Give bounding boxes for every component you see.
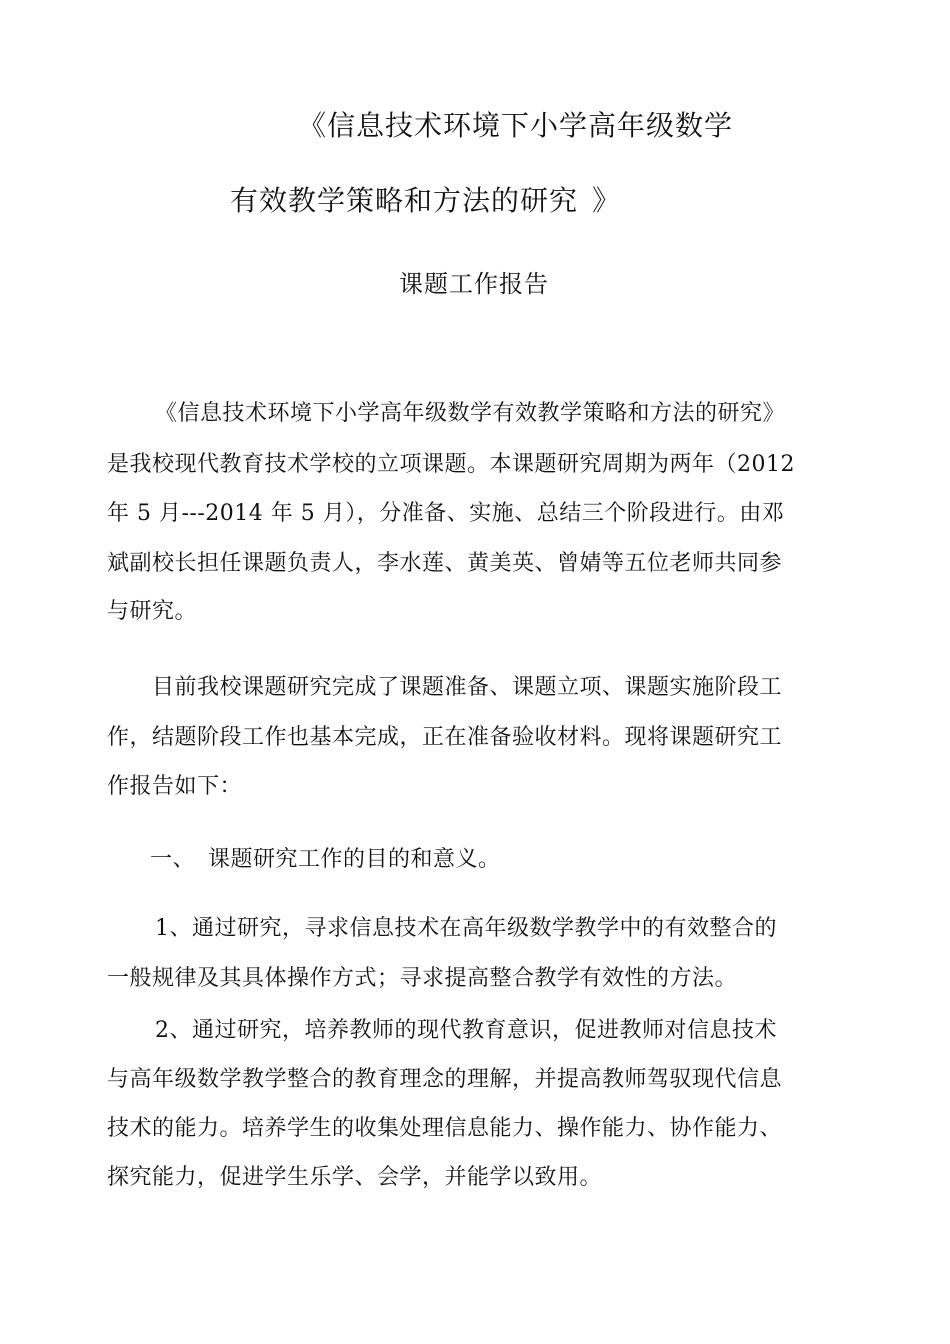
title-closing-bracket: 》: [592, 184, 622, 217]
paragraph-1-line-5: 与研究。: [107, 599, 198, 624]
paragraph-1-line-3: 年 5 月---2014 年 5 月），分准备、实施、总结三个阶段进行。由邓: [107, 501, 785, 526]
section-1-heading: 课题研究工作的目的和意义。: [208, 847, 501, 872]
item-2-line-4: 探究能力，促进学生乐学、会学，并能学以致用。: [107, 1165, 603, 1190]
title-line-1: 《信息技术环境下小学高年级数学: [298, 109, 734, 142]
paragraph-2-line-1: 目前我校课题研究完成了课题准备、课题立项、课题实施阶段工: [152, 675, 783, 700]
item-2-line-3: 技术的能力。培养学生的收集处理信息能力、操作能力、协作能力、: [107, 1116, 783, 1141]
paragraph-2-line-2: 作，结题阶段工作也基本完成，正在准备验收材料。现将课题研究工: [107, 725, 783, 750]
paragraph-1-line-2: 是我校现代教育技术学校的立项课题。本课题研究周期为两年（2012: [107, 452, 795, 477]
item-2-line-1: 2、通过研究，培养教师的现代教育意识，促进教师对信息技术: [155, 1018, 777, 1043]
paragraph-2-line-3: 作报告如下：: [107, 774, 243, 799]
item-1-line-1: 1、通过研究，寻求信息技术在高年级数学教学中的有效整合的: [155, 916, 777, 941]
title-line-2: 有效教学策略和方法的研究: [230, 184, 579, 217]
paragraph-1-line-4: 斌副校长担任课题负责人，李水莲、黄美英、曾婧等五位老师共同参: [107, 551, 783, 576]
item-2-line-2: 与高年级数学教学整合的教育理念的理解，并提高教师驾驭现代信息: [107, 1067, 783, 1092]
report-subtitle: 课题工作报告: [399, 270, 549, 298]
item-1-line-2: 一般规律及其具体操作方式；寻求提高整合教学有效性的方法。: [107, 966, 738, 991]
paragraph-1-line-1: 《信息技术环境下小学高年级数学有效教学策略和方法的研究》: [155, 401, 786, 426]
section-1-number: 一、: [150, 847, 196, 872]
